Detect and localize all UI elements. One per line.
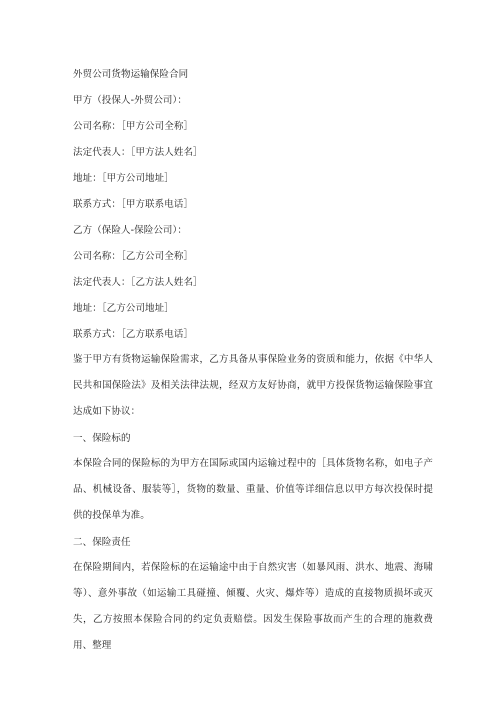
document-title: 外贸公司货物运输保险合同 xyxy=(73,69,189,80)
party-b-company: 公司名称：［乙方公司全称］ xyxy=(73,251,194,262)
party-a-legal-rep: 法定代表人：［甲方法人姓名］ xyxy=(73,147,203,158)
party-b-address: 地址：［乙方公司地址］ xyxy=(73,303,174,314)
party-b-legal-rep: 法定代表人：［乙方法人姓名］ xyxy=(73,277,203,288)
party-a-address: 地址：［甲方公司地址］ xyxy=(73,173,174,184)
party-b-contact: 联系方式：［乙方联系电话］ xyxy=(73,329,194,340)
party-b-heading: 乙方（保险人-保险公司）： xyxy=(73,225,187,236)
section-1-body: 本保险合同的保险标的为甲方在国际或国内运输过程中的［具体货物名称，如电子产品、机械设备、服装等］，货物的数量、重量、价值等详细信息以甲方每次投保时提供的投保单为准。 xyxy=(73,458,433,521)
party-a-company: 公司名称：［甲方公司全称］ xyxy=(73,121,194,132)
preamble-paragraph: 鉴于甲方有货物运输保险需求，乙方具备从事保险业务的资质和能力，依据《中华人民共和国保险法》及相关法律法规，经双方友好协商，就甲方投保货物运输保险事宜达成如下协议： xyxy=(73,354,433,417)
section-2-body: 在保险期间内，若保险标的在运输途中由于自然灾害（如暴风雨、洪水、地震、海啸等）、意外事故（如运输工具碰撞、倾覆、火灾、爆炸等）造成的直接物质损坏或灭失，乙方按照本保险合同的约定负责赔偿。因发生保险事故而产生的合理的施救费用、整理 xyxy=(73,562,433,651)
section-1-heading: 一、保险标的 xyxy=(73,433,131,444)
party-a-heading: 甲方（投保人-外贸公司）： xyxy=(73,95,187,106)
party-a-contact: 联系方式：［甲方联系电话］ xyxy=(73,199,194,210)
section-2-heading: 二、保险责任 xyxy=(73,537,131,548)
